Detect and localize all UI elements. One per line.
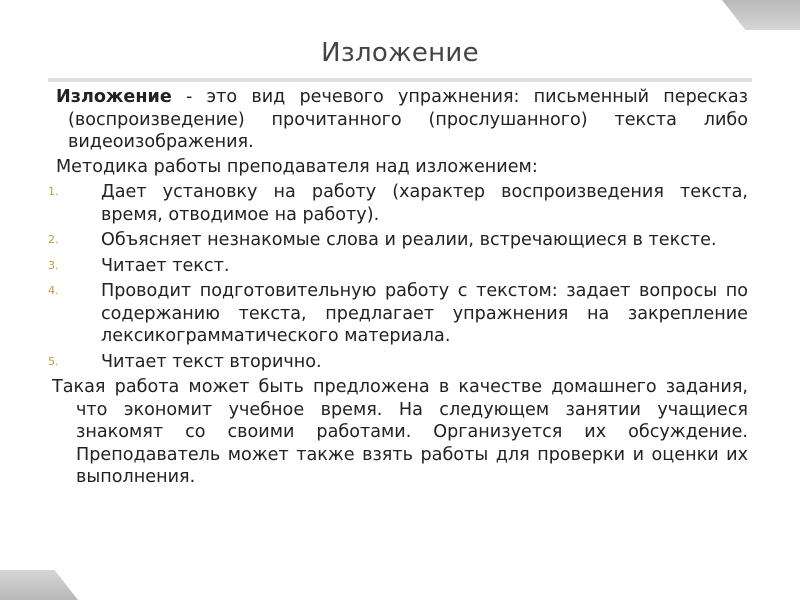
list-item-number: 4. <box>48 284 59 297</box>
list-item-text: Читает текст. <box>101 255 230 276</box>
list-item <box>48 280 748 348</box>
definition-text: - это вид речевого упражнения: письменный пересказ (воспроизведение) прочитанного (прослушанного) текста либо видеоизображения. <box>68 87 748 152</box>
title-divider <box>48 78 752 82</box>
list-item-text: Проводит подготовительную работу с текстом: задает вопросы по содержанию текста, предлагает упражнения на закрепление лексикограмматического материала. <box>101 281 748 346</box>
conclusion-paragraph: Такая работа может быть предложена в качестве домашнего задания, что экономит учебное время. На следующем занятии учащиеся знакомят со своими работами. Организуется их обсуждение. Преподаватель может также взять работы для проверки и оценки их выполнения. <box>52 377 748 487</box>
corner-decoration-top-right <box>722 0 800 30</box>
list-item <box>48 255 748 278</box>
list-item-number: 2. <box>48 233 59 246</box>
slide-title: Изложение <box>321 38 479 68</box>
steps-list <box>48 181 748 373</box>
list-item-number: 1. <box>48 185 59 198</box>
list-item-text: Читает текст вторично. <box>101 351 322 372</box>
definition-term: Изложение <box>56 87 172 107</box>
list-item-number: 3. <box>48 258 59 272</box>
list-item <box>48 351 748 374</box>
list-item-text: Дает установку на работу (характер воспроизведения текста, время, отводимое на работу). <box>101 182 748 225</box>
list-item-number: 5. <box>48 354 59 368</box>
list-item <box>48 181 748 226</box>
list-item-text: Объясняет незнакомые слова и реалии, встречающиеся в тексте. <box>101 230 717 250</box>
definition-paragraph <box>56 86 748 154</box>
corner-decoration-bottom-left <box>0 570 78 600</box>
methodology-heading: Методика работы преподавателя над изложением: <box>56 156 538 177</box>
slide-body <box>48 86 748 489</box>
list-item <box>48 229 748 252</box>
